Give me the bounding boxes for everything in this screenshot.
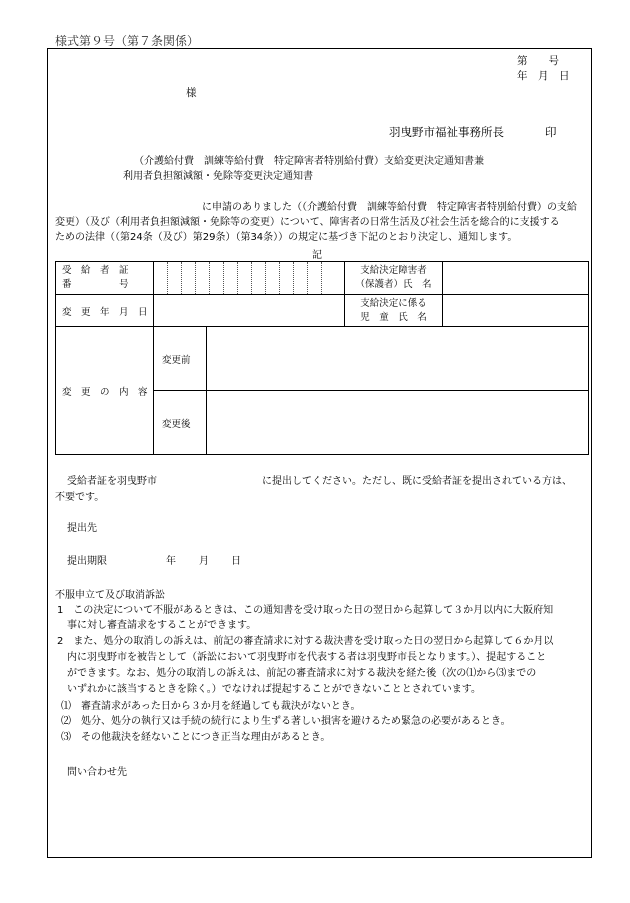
digit-box[interactable] [294,262,308,294]
change-date-field[interactable] [154,295,345,327]
appeal-item2-line1: 2 また、処分の取消しの訴えは、前記の審査請求に対する裁決書を受け取った日の翌日から起算して６か月以 [57,636,554,647]
submit-deadline-label: 提出期限 [67,556,107,567]
intro-line2: 変更）（及び（利用者負担額減額・免除等の変更）について、障害者の日常生活及び社会生活を総合的に支援する [55,217,560,228]
digit-box[interactable] [154,262,168,294]
deadline-year: 年 [166,556,176,567]
submit-line1-b: に提出してください。ただし、既に受給者証を提出されている方は、 [262,476,572,487]
appeal-item1-line2: 事に対し審査請求をすることができます。 [67,620,257,631]
applicant-name-label-2: （保護者）氏 名 [355,279,432,290]
change-date-label: 変 更 年 月 日 [56,295,154,327]
intro-line3: ための法律（（第24条（及び）第29条）（第34条））の規定に基づき下記のとおり決定し、通知します。 [55,232,518,243]
digit-box[interactable] [238,262,252,294]
recipient-number-label-2: 番 号 [62,279,129,290]
document-title-line1: （介護給付費 訓練等給付費 特定障害者特別給付費）支給変更決定通知書兼 [134,156,484,167]
deadline-day: 日 [231,556,241,567]
appeal-heading: 不服申立て及び取消訴訟 [55,590,165,601]
digit-box[interactable] [280,262,294,294]
digit-box[interactable] [224,262,238,294]
document-title-line2: 利用者負担額減額・免除等変更決定通知書 [123,171,313,182]
intro-line1: に申請のありました（（介護給付費 訓練等給付費 特定障害者特別給付費）の支給 [202,202,577,213]
appeal-item2-line2: 内に羽曳野市を被告として（訴訟において羽曳野市を代表する者は羽曳野市長となります。）、提起すること [67,652,547,663]
deadline-month: 月 [199,556,209,567]
digit-box[interactable] [252,262,266,294]
child-name-label-1: 支給決定に係る [360,297,427,309]
appeal-item2-line3: ができます。なお、処分の取消しの訴えは、前記の審査請求に対する裁決を経た後（次の⑴から⑶までの [67,668,537,679]
child-name-field[interactable] [443,295,589,327]
document-date-label: 年 月 日 [517,70,570,82]
submit-line2: 不要です。 [55,492,105,503]
digit-box[interactable] [210,262,224,294]
after-change-field[interactable] [207,391,589,455]
applicant-name-label [345,262,443,295]
child-name-label-2: 児 童 氏 名 [360,311,427,323]
issuer-name: 羽曳野市福祉事務所長 [389,125,504,139]
ki-heading: 記 [312,250,322,261]
digit-box[interactable] [308,262,322,294]
recipient-number-label-1: 受 給 者 証 [62,265,129,276]
applicant-name-field[interactable] [443,262,589,295]
appeal-item2-line4: いずれかに該当するときを除く。）でなければ提起することができないこととされています。 [67,684,481,695]
digit-box[interactable] [322,262,344,294]
digit-box[interactable] [168,262,182,294]
digit-box[interactable] [182,262,196,294]
submit-line1-a: 受給者証を羽曳野市 [67,476,157,487]
applicant-name-label-1: 支給決定障害者 [360,265,427,276]
seal-mark: 印 [545,125,557,139]
decision-table [55,261,589,455]
addressee-suffix: 様 [186,87,197,99]
appeal-sub3: ⑶ その他裁決を経ないことにつき正当な理由があるとき。 [61,732,331,743]
child-name-label [345,295,443,327]
before-change-field[interactable] [207,327,589,391]
before-change-label: 変更前 [154,327,207,391]
change-content-label: 変 更 の 内 容 [56,327,154,455]
digit-box[interactable] [196,262,210,294]
document-number-label: 第 号 [517,55,559,67]
appeal-sub2: ⑵ 処分、処分の執行又は手続の続行により生ずる著しい損害を避けるため緊急の必要があるとき。 [61,716,511,727]
recipient-number-field[interactable] [154,262,345,295]
appeal-item1-line1: 1 この決定について不服があるときは、この通知書を受け取った日の翌日から起算して３か月以内に大阪府知 [57,605,554,616]
after-change-label: 変更後 [154,391,207,455]
digit-box[interactable] [266,262,280,294]
contact-label: 問い合わせ先 [67,767,127,778]
submit-destination-label: 提出先 [67,523,97,534]
appeal-sub1: ⑴ 審査請求があった日から３か月を経過しても裁決がないとき。 [61,701,361,712]
recipient-number-label [56,262,154,295]
form-number-label: 様式第９号（第７条関係） [55,34,200,48]
